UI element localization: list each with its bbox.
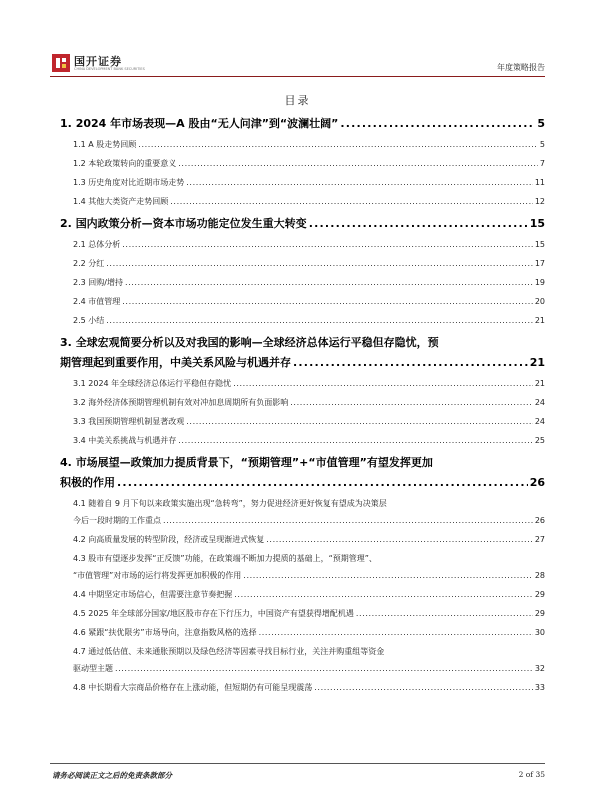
footer-page-number: 2 of 35: [518, 770, 545, 779]
toc-entry-page: 19: [534, 278, 545, 287]
page-header: [0, 0, 595, 80]
toc-entry-number: 2.5: [73, 316, 86, 325]
toc-entry-number: 积极的作用: [60, 476, 115, 489]
toc-entry-label: [73, 193, 168, 210]
toc-entry-text: 2024 年市场表现—A 股由“无人问津”到“波澜壮阔”: [75, 117, 339, 130]
toc-entry-text: 通过低估值、未来通胀预期以及绿色经济等因素寻找目标行业，关注并购重组等资金: [88, 647, 385, 656]
toc-entry-text: 我国预期管理机制显著改观: [88, 417, 185, 426]
toc-subsection[interactable]: [60, 136, 545, 153]
toc-entry-text: 紧跟“扶优限劣”市场导向，注意指数风格的选择: [88, 628, 257, 637]
toc-section-heading-line1: [60, 333, 545, 353]
toc-entry-text: 市场展望—政策加力提质背景下，“预期管理”+“市值管理”有望发挥更加: [75, 456, 433, 469]
toc-subsection[interactable]: [60, 236, 545, 253]
toc-dot-leader: [138, 136, 538, 153]
toc-entry-label: [73, 136, 136, 153]
toc-entry-label: [73, 586, 232, 603]
toc-entry-text: 向高质量发展的转型阶段，经济或呈现渐进式恢复: [88, 535, 265, 544]
toc-entry-label: [73, 274, 123, 291]
toc-dot-leader: [309, 214, 528, 234]
toc-subsection[interactable]: [60, 432, 545, 449]
toc-dot-leader: [122, 236, 533, 253]
toc-entry-label: [73, 413, 184, 430]
toc-entry-text: 中期坚定市场信心，但需要注意节奏把握: [88, 590, 233, 599]
toc-entry-page: 7: [539, 159, 545, 168]
toc-entry-number: 4.: [60, 456, 72, 469]
toc-dot-leader: [186, 174, 533, 191]
report-type: 年度策略报告: [497, 63, 545, 72]
toc-entry-page: 24: [534, 398, 545, 407]
toc-subsection[interactable]: [60, 531, 545, 548]
toc-entry-label: [73, 432, 176, 449]
toc-dot-leader: [117, 473, 528, 493]
toc-entry-number: 1.3: [73, 178, 86, 187]
toc-subsection[interactable]: [60, 155, 545, 172]
toc-section-heading-line1: [60, 453, 545, 473]
toc-entry-number: 4.5: [73, 609, 86, 618]
toc-subsection[interactable]: [60, 174, 545, 191]
toc-entry-text: 中长期看大宗商品价格存在上涨动能，但短期仍有可能呈现震荡: [88, 683, 313, 692]
toc-dot-leader: [243, 567, 533, 584]
toc-subsection[interactable]: [60, 312, 545, 329]
toc-dot-leader: [115, 660, 533, 677]
toc-section-heading[interactable]: [60, 214, 545, 234]
toc-title: 目录: [284, 94, 311, 107]
brand-logo: [52, 52, 172, 74]
footer-divider: [50, 763, 545, 764]
toc-entry-number: 2.: [60, 217, 72, 230]
toc-entry-label: [73, 236, 120, 253]
toc-entry-page: 11: [534, 178, 545, 187]
toc-entry-text: 股市有望逐步发挥“正反馈”功能，在政策端不断加力提质的基础上，“预期管理”、: [88, 554, 377, 563]
toc-entry-label: [60, 473, 115, 493]
toc-entry-label: [60, 353, 291, 373]
toc-entry-number: 今后一段时期的工作重点: [73, 516, 161, 525]
toc-dot-leader: [234, 586, 533, 603]
brand-name: 国开证券: [74, 55, 122, 68]
toc-entry-text: 历史角度对比近期市场走势: [88, 178, 185, 187]
toc-entry-label: [73, 512, 161, 529]
toc-entry-number: 4.6: [73, 628, 86, 637]
toc-dot-leader: [356, 605, 533, 622]
toc-entry-number: 2.1: [73, 240, 86, 249]
header-divider: [50, 76, 545, 77]
toc-entry-label: [73, 155, 176, 172]
toc-entry-number: 4.4: [73, 590, 86, 599]
toc-subsection-line1: [60, 550, 545, 567]
toc-entry-label: [73, 567, 241, 584]
toc-entry-label: [73, 293, 120, 310]
toc-entry-number: “市值管理”对市场的运行将发挥更加积极的作用: [73, 571, 242, 580]
toc-entry-label: [73, 174, 184, 191]
toc-entry-number: 3.3: [73, 417, 86, 426]
toc-entry-number: 1.: [60, 117, 72, 130]
logo-mark-icon: [52, 54, 70, 72]
toc-entry-text: 总体分析: [88, 240, 121, 249]
toc-subsection[interactable]: [60, 413, 545, 430]
toc-entry-page: 21: [529, 356, 545, 369]
toc-entry-page: 20: [534, 297, 545, 306]
toc-entry-number: 4.1: [73, 499, 86, 508]
toc-entry-page: 15: [534, 240, 545, 249]
toc-entry-text: 2024 年全球经济总体运行平稳但存隐忧: [88, 379, 232, 388]
footer-disclaimer: 请务必阅读正文之后的免责条款部分: [52, 771, 172, 780]
toc-entry-number: 4.8: [73, 683, 86, 692]
toc-entry-number: 3.4: [73, 436, 86, 445]
toc-entry-page: 28: [534, 571, 545, 580]
toc-dot-leader: [125, 274, 533, 291]
toc-subsection[interactable]: [60, 567, 545, 584]
toc-entry-label: [60, 114, 338, 134]
toc-dot-leader: [314, 679, 533, 696]
toc-dot-leader: [122, 293, 533, 310]
toc-entry-page: 27: [534, 535, 545, 544]
toc-entry-page: 21: [534, 316, 545, 325]
toc-entry-number: 1.1: [73, 140, 86, 149]
toc-entry-number: 3.2: [73, 398, 86, 407]
toc-entry-page: 5: [539, 140, 545, 149]
toc-subsection[interactable]: [60, 375, 545, 392]
toc-entry-page: 33: [534, 683, 545, 692]
toc-entry-page: 26: [534, 516, 545, 525]
toc-subsection[interactable]: [60, 274, 545, 291]
toc-subsection[interactable]: [60, 512, 545, 529]
toc-subsection[interactable]: [60, 660, 545, 677]
toc-entry-number: 4.3: [73, 554, 86, 563]
toc-entry-number: 1.4: [73, 197, 86, 206]
toc-entry-text: 国内政策分析—资本市场功能定位发生重大转变: [75, 217, 307, 230]
toc-entry-label: [73, 394, 288, 411]
toc-subsection[interactable]: [60, 605, 545, 622]
toc-entry-number: 2.4: [73, 297, 86, 306]
toc-subsection-line1: [60, 495, 545, 512]
toc-entry-label: [73, 679, 312, 696]
toc-subsection[interactable]: [60, 679, 545, 696]
toc-entry-text: 中美关系挑战与机遇并存: [88, 436, 177, 445]
toc-subsection[interactable]: [60, 394, 545, 411]
toc-entry-page: 24: [534, 417, 545, 426]
toc-subsection-line1: [60, 643, 545, 660]
toc-dot-leader: [186, 413, 533, 430]
toc-entry-text: 分红: [88, 259, 105, 268]
toc-entry-text: A 股走势回顾: [88, 140, 137, 149]
toc-entry-page: 21: [534, 379, 545, 388]
toc-subsection[interactable]: [60, 624, 545, 641]
toc-entry-label: [73, 531, 264, 548]
toc-entry-text: 回购/增持: [88, 278, 123, 287]
toc-section-heading[interactable]: [60, 473, 545, 493]
toc-subsection[interactable]: [60, 293, 545, 310]
toc-dot-leader: [293, 353, 528, 373]
toc-dot-leader: [163, 512, 533, 529]
toc-entry-text: 其他大类资产走势回顾: [88, 197, 169, 206]
toc-entry-label: [73, 605, 354, 622]
toc-entry-number: 4.7: [73, 647, 86, 656]
toc-entry-number: 1.2: [73, 159, 86, 168]
table-of-contents: [60, 108, 545, 696]
toc-entry-page: 12: [534, 197, 545, 206]
toc-dot-leader: [178, 432, 533, 449]
toc-entry-label: [73, 375, 231, 392]
toc-dot-leader: [106, 255, 533, 272]
toc-entry-text: 全球宏观简要分析以及对我国的影响—全球经济总体运行平稳但存隐忧，预: [75, 336, 439, 349]
toc-dot-leader: [106, 312, 533, 329]
toc-entry-label: [73, 312, 104, 329]
toc-entry-label: [73, 660, 113, 677]
toc-entry-number: 2.2: [73, 259, 86, 268]
toc-entry-text: 本轮政策转向的重要意义: [88, 159, 177, 168]
toc-entry-number: 期管理起到重要作用，中美关系风险与机遇并存: [60, 356, 291, 369]
toc-entry-number: 3.: [60, 336, 72, 349]
toc-entry-page: 15: [529, 217, 545, 230]
toc-entry-number: 驱动型主题: [73, 664, 113, 673]
toc-subsection[interactable]: [60, 255, 545, 272]
toc-entry-text: 海外经济体预期管理机制有效对冲加息周期所有负面影响: [88, 398, 289, 407]
toc-dot-leader: [233, 375, 533, 392]
toc-entry-number: 4.2: [73, 535, 86, 544]
toc-entry-page: 25: [534, 436, 545, 445]
toc-entry-text: 小结: [88, 316, 105, 325]
toc-dot-leader: [266, 531, 533, 548]
toc-entry-label: [73, 255, 104, 272]
toc-entry-page: 32: [534, 664, 545, 673]
toc-dot-leader: [340, 114, 535, 134]
toc-entry-text: 2025 年全球部分国家/地区股市存在下行压力，中国资产有望获得增配机遇: [88, 609, 354, 618]
brand-subtitle: CHINA DEVELOPMENT BANK SECURITIES: [74, 67, 145, 71]
toc-entry-page: 5: [537, 117, 545, 130]
toc-entry-page: 29: [534, 609, 545, 618]
toc-dot-leader: [259, 624, 533, 641]
toc-section-heading[interactable]: [60, 114, 545, 134]
toc-entry-page: 30: [534, 628, 545, 637]
toc-subsection[interactable]: [60, 193, 545, 210]
toc-entry-page: 26: [529, 476, 545, 489]
toc-entry-page: 17: [534, 259, 545, 268]
toc-section-heading[interactable]: [60, 353, 545, 373]
toc-entry-number: 2.3: [73, 278, 86, 287]
toc-entry-text: 市值管理: [88, 297, 121, 306]
toc-dot-leader: [178, 155, 538, 172]
toc-dot-leader: [290, 394, 533, 411]
toc-entry-text: 随着自 9 月下旬以来政策实施出现“急转弯”，努力促进经济更好恢复有望成为决策层: [88, 499, 387, 508]
toc-entry-label: [60, 214, 307, 234]
toc-entry-page: 29: [534, 590, 545, 599]
toc-entry-number: 3.1: [73, 379, 86, 388]
toc-entry-label: [73, 624, 257, 641]
toc-dot-leader: [170, 193, 533, 210]
toc-subsection[interactable]: [60, 586, 545, 603]
